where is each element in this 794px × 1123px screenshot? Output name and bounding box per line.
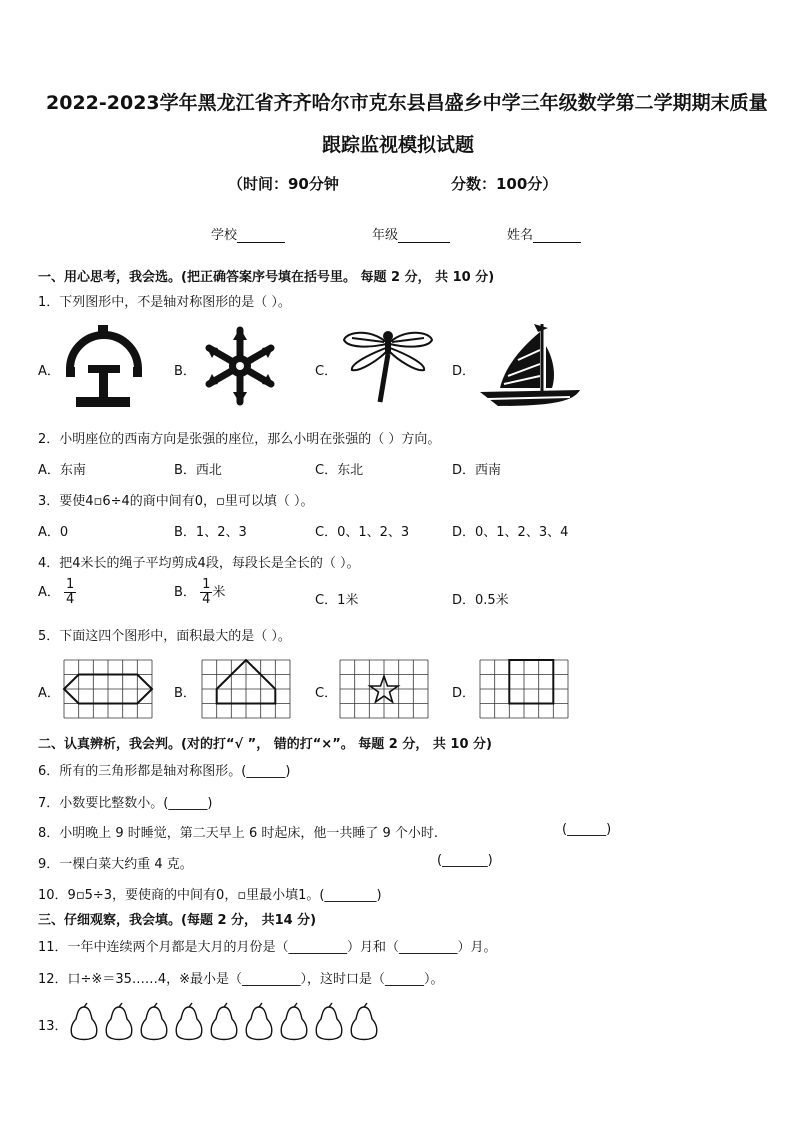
- pear-icon: [316, 1003, 342, 1040]
- q8-statement: 8．小明晚上 9 时睡觉，第二天早上 6 时起床，他一共睡了 9 个小时.: [38, 826, 439, 841]
- q4-option-b-label: B．: [174, 585, 196, 600]
- grade-label: 年级: [372, 228, 399, 243]
- q12-stem: 12．口÷※＝35……4，※最小是（_________），这时口是（______）。: [38, 972, 444, 987]
- grid-figure-a: [64, 660, 152, 718]
- q4-stem: 4．把4米长的绳子平均剪成4段，每段长是全长的（ ）。: [38, 556, 360, 571]
- q3-option-b: B．1、2、3: [174, 525, 247, 540]
- section1-heading: 一、用心思考，我会选。(把正确答案序号填在括号里。 每题 2 分， 共 10 分): [38, 270, 495, 285]
- pear-icon: [211, 1003, 237, 1040]
- name-field: [507, 224, 581, 243]
- q3-option-c: C．0、1、2、3: [315, 525, 410, 540]
- grade-field: [372, 224, 450, 243]
- pear-icon: [246, 1003, 272, 1040]
- q4-option-a: [38, 578, 76, 607]
- q10-statement: 10．9▫5÷3，要使商的中间有0，▫里最小填1。(________): [38, 888, 382, 903]
- school-label: 学校: [211, 228, 238, 243]
- q3-option-a: A．0: [38, 525, 69, 540]
- q11-stem: 11．一年中连续两个月都是大月的月份是（_________）月和（_________）月。: [38, 940, 497, 955]
- dragonfly-icon: [340, 326, 436, 406]
- q9-answer-blank[interactable]: (_______): [437, 853, 493, 868]
- q4-option-d: D．0.5米: [452, 593, 509, 608]
- q6-statement: 6．所有的三角形都是轴对称图形。(______): [38, 764, 291, 779]
- pear-icon: [281, 1003, 307, 1040]
- q2-option-d: D．西南: [452, 463, 502, 478]
- fraction-numerator: 1: [202, 577, 211, 592]
- q5-option-a: A．: [38, 686, 60, 701]
- q8-answer-blank[interactable]: (______): [562, 822, 612, 837]
- fraction-denominator: 4: [66, 592, 75, 607]
- sailboat-icon: [478, 320, 582, 412]
- q1-stem: 1．下列图形中，不是轴对称图形的是（ ）。: [38, 295, 291, 310]
- q7-statement: 7．小数要比整数小。(______): [38, 796, 213, 811]
- q2-option-b: B．西北: [174, 463, 222, 478]
- grid-figure-c: [340, 660, 428, 718]
- q4-option-c: C．1米: [315, 593, 359, 608]
- grid-figure-d: [480, 660, 568, 718]
- q9-statement: 9．一棵白菜大约重 4 克。: [38, 857, 193, 872]
- section3-heading: 三、仔细观察，我会填。(每题 2 分， 共14 分): [38, 913, 317, 928]
- q2-option-a: A．东南: [38, 463, 86, 478]
- pear-icon: [106, 1003, 132, 1040]
- q5-option-b: B．: [174, 686, 196, 701]
- exam-time: （时间：90分钟: [228, 175, 339, 193]
- grid-figure-b: [202, 660, 290, 718]
- q2-stem: 2．小明座位的西南方向是张强的座位，那么小明在张强的（ ）方向。: [38, 432, 441, 447]
- exam-score: 分数：100分）: [451, 175, 558, 193]
- q4-option-a-label: A．: [38, 585, 60, 600]
- pears-row: [68, 1003, 380, 1043]
- q1-option-a: A．: [38, 364, 60, 379]
- q5-option-d: D．: [452, 686, 476, 701]
- logo-figure-icon: [64, 325, 144, 411]
- school-field: [211, 224, 285, 243]
- q5-option-c: C．: [315, 686, 338, 701]
- q2-option-c: C．东北: [315, 463, 364, 478]
- q4-option-a-fraction: [64, 578, 76, 607]
- pear-icon: [141, 1003, 167, 1040]
- q4-option-b-fraction: [200, 578, 212, 607]
- pear-icon: [351, 1003, 377, 1040]
- q1-option-b: B．: [174, 364, 196, 379]
- q13-label: 13．: [38, 1019, 68, 1034]
- pear-icon: [71, 1003, 97, 1040]
- page-title-line1: 2022-2023学年黑龙江省齐齐哈尔市克东县昌盛乡中学三年级数学第二学期期末质量: [46, 92, 768, 114]
- q3-option-d: D．0、1、2、3、4: [452, 525, 569, 540]
- fraction-denominator: 4: [202, 592, 211, 607]
- page-title-line2: 跟踪监视模拟试题: [322, 134, 475, 156]
- q4-option-b: [174, 578, 225, 607]
- section2-heading: 二、认真辨析，我会判。(对的打“√ ”， 错的打“×”。 每题 2 分， 共 10 分): [38, 737, 492, 752]
- snowflake-icon: [200, 326, 280, 406]
- q1-option-c: C．: [315, 364, 338, 379]
- name-line: [533, 228, 581, 243]
- q5-stem: 5．下面这四个图形中，面积最大的是（ ）。: [38, 629, 291, 644]
- grade-line: [398, 228, 450, 243]
- school-line: [237, 228, 285, 243]
- q4-option-b-unit: 米: [212, 585, 226, 600]
- fraction-numerator: 1: [66, 577, 75, 592]
- q3-stem: 3．要使4▫6÷4的商中间有0，▫里可以填（ ）。: [38, 494, 314, 509]
- name-label: 姓名: [507, 228, 534, 243]
- pear-icon: [176, 1003, 202, 1040]
- q1-option-d: D．: [452, 364, 476, 379]
